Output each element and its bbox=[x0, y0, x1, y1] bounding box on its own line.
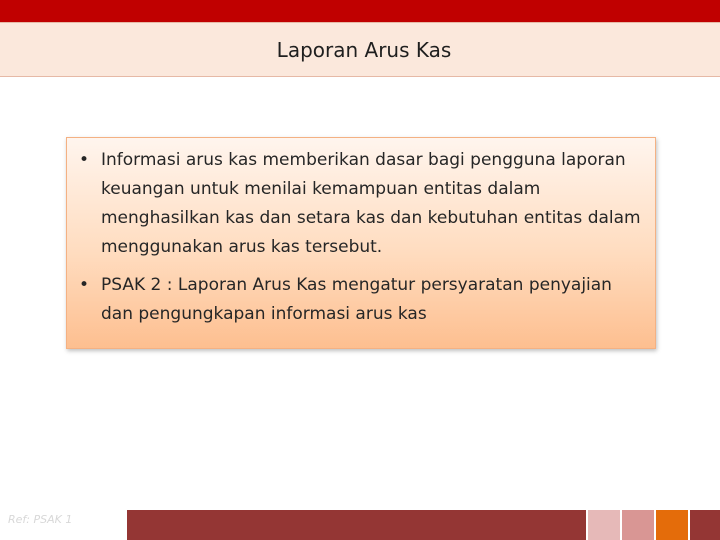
reference-label: Ref: PSAK 1 bbox=[8, 513, 73, 526]
bullet-item bbox=[77, 146, 641, 262]
bullet-dot-icon: • bbox=[78, 150, 90, 170]
bullet-dot-icon: • bbox=[78, 275, 90, 295]
footer-bar bbox=[127, 510, 586, 540]
footer-square-pink bbox=[622, 510, 654, 540]
footer-square-orange bbox=[656, 510, 688, 540]
title-band bbox=[0, 22, 720, 77]
bullet-list bbox=[77, 146, 641, 329]
bullet-text: Informasi arus kas memberikan dasar bagi pengguna laporan keuangan untuk menilai kemampuan entitas dalam menghasilkan kas dan setara kas dan kebutuhan entitas dalam menggunakan arus kas tersebut. bbox=[101, 150, 641, 257]
footer-square-dark-red bbox=[690, 510, 720, 540]
bullet-text: PSAK 2 : Laporan Arus Kas mengatur persyaratan penyajian dan pengungkapan informasi arus kas bbox=[101, 275, 612, 324]
content-box bbox=[66, 137, 656, 349]
slide-title: Laporan Arus Kas bbox=[276, 37, 452, 62]
bullet-item bbox=[77, 271, 641, 329]
top-accent-bar bbox=[0, 0, 720, 22]
footer-square-light-pink bbox=[588, 510, 620, 540]
